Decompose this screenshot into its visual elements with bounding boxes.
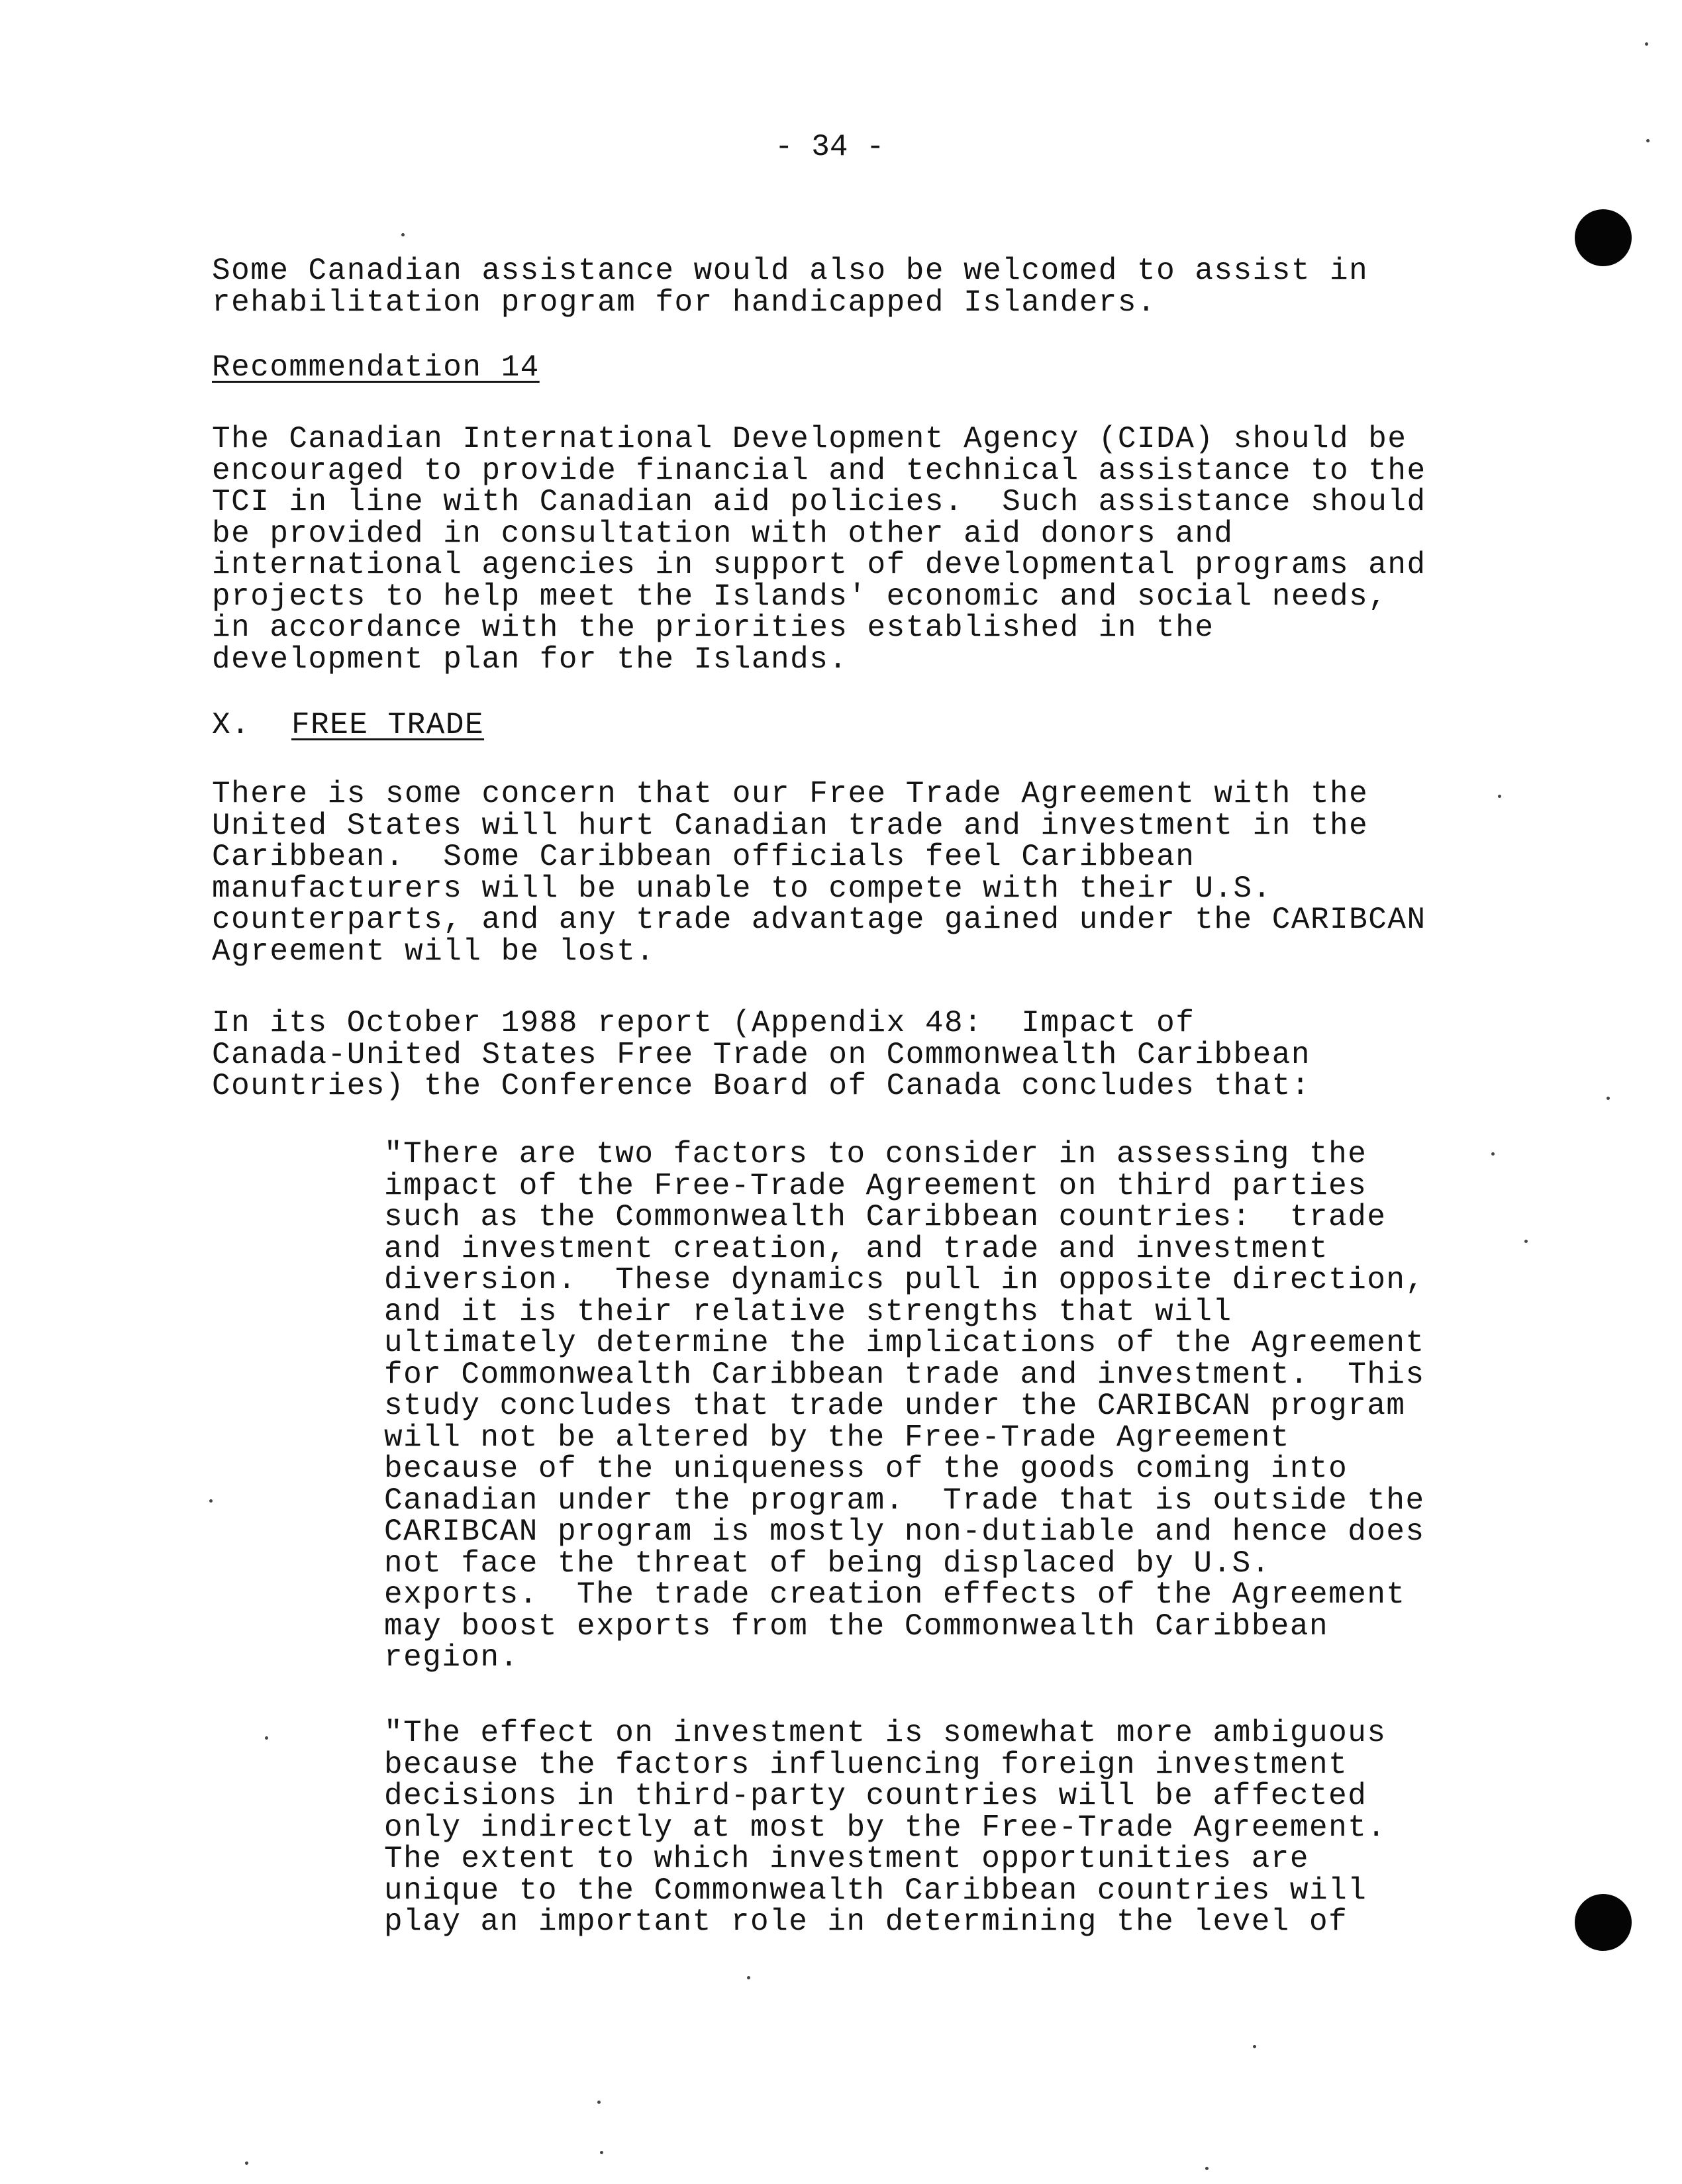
scan-speck xyxy=(265,1736,268,1740)
recommendation-heading: Recommendation 14 xyxy=(212,350,540,385)
scan-speck xyxy=(1607,1097,1610,1100)
text-line: decisions in third-party countries will be affected xyxy=(384,1779,1367,1813)
text-line: region. xyxy=(384,1640,519,1675)
scan-speck xyxy=(1524,1240,1528,1243)
text-line: Countries) the Conference Board of Canada concludes that: xyxy=(212,1069,1311,1103)
paragraph-report xyxy=(212,1008,1444,1103)
paragraph-concern xyxy=(212,779,1444,968)
text-line: ultimately determine the implications of the Agreement xyxy=(384,1326,1425,1360)
text-line: manufacturers will be unable to compete with their U.S. xyxy=(212,871,1272,906)
scan-speck xyxy=(747,1976,750,1979)
text-line: United States will hurt Canadian trade and investment in the xyxy=(212,808,1369,843)
text-line: "The effect on investment is somewhat more ambiguous xyxy=(384,1716,1387,1750)
text-line: Some Canadian assistance would also be welcomed to assist in xyxy=(212,254,1369,288)
text-line: "There are two factors to consider in assessing the xyxy=(384,1137,1367,1171)
paragraph-recommendation xyxy=(212,424,1444,675)
text-line: CARIBCAN program is mostly non-dutiable and hence does xyxy=(384,1514,1425,1549)
text-line: There is some concern that our Free Trade Agreement with the xyxy=(212,777,1369,811)
text-line: diversion. These dynamics pull in opposite direction, xyxy=(384,1263,1425,1297)
text-line: and investment creation, and trade and investment xyxy=(384,1231,1329,1266)
section-title: FREE TRADE xyxy=(291,708,485,742)
scan-speck xyxy=(1645,42,1648,46)
text-line: for Commonwealth Caribbean trade and investment. This xyxy=(384,1357,1425,1392)
punch-hole-top xyxy=(1575,209,1632,266)
text-line: development plan for the Islands. xyxy=(212,642,848,677)
section-number: X. xyxy=(212,708,251,742)
text-line: such as the Commonwealth Caribbean countries: trade xyxy=(384,1200,1387,1234)
text-line: not face the threat of being displaced by U.S. xyxy=(384,1546,1271,1581)
text-line: Canadian under the program. Trade that is outside the xyxy=(384,1483,1425,1518)
text-line: be provided in consultation with other aid donors and xyxy=(212,516,1234,551)
text-line: TCI in line with Canadian aid policies. Such assistance should xyxy=(212,485,1426,519)
scan-speck xyxy=(600,2151,603,2154)
text-line: Canada-United States Free Trade on Commonwealth Caribbean xyxy=(212,1037,1311,1072)
text-line: Agreement will be lost. xyxy=(212,934,656,969)
scan-speck xyxy=(597,2101,601,2104)
text-line: in accordance with the priorities established in the xyxy=(212,611,1214,645)
text-line: In its October 1988 report (Appendix 48: Impact of xyxy=(212,1006,1195,1040)
block-quote-trade xyxy=(384,1139,1444,1674)
text-line: The extent to which investment opportunities are xyxy=(384,1842,1310,1876)
paragraph-assistance xyxy=(212,256,1444,319)
text-line: and it is their relative strengths that will xyxy=(384,1294,1232,1329)
text-line: projects to help meet the Islands' economic and social needs, xyxy=(212,579,1388,614)
text-line: exports. The trade creation effects of the Agreement xyxy=(384,1577,1406,1612)
text-line: impact of the Free-Trade Agreement on third parties xyxy=(384,1168,1367,1203)
page-number: - 34 - xyxy=(775,130,885,164)
scan-speck xyxy=(1491,1152,1495,1156)
scan-speck xyxy=(1646,139,1650,142)
text-line: play an important role in determining the level of xyxy=(384,1905,1348,1939)
text-line: international agencies in support of developmental programs and xyxy=(212,548,1426,582)
text-line: encouraged to provide financial and technical assistance to the xyxy=(212,453,1426,488)
scan-speck xyxy=(245,2161,248,2165)
text-line: may boost exports from the Commonwealth Caribbean xyxy=(384,1609,1329,1644)
scan-speck xyxy=(1498,795,1501,798)
punch-hole-bottom xyxy=(1575,1894,1632,1951)
text-line: counterparts, and any trade advantage gained under the CARIBCAN xyxy=(212,903,1426,937)
scan-speck xyxy=(401,233,405,236)
scan-speck xyxy=(209,1499,213,1503)
scan-speck xyxy=(1253,2045,1256,2048)
text-line: because of the uniqueness of the goods coming into xyxy=(384,1452,1348,1486)
text-line: The Canadian International Development Agency (CIDA) should be xyxy=(212,422,1407,456)
text-line: will not be altered by the Free-Trade Agreement xyxy=(384,1420,1290,1455)
scan-speck xyxy=(1205,2167,1209,2170)
text-line: unique to the Commonwealth Caribbean countries will xyxy=(384,1873,1367,1908)
text-line: only indirectly at most by the Free-Trade Agreement. xyxy=(384,1810,1387,1845)
text-line: study concludes that trade under the CARIBCAN program xyxy=(384,1389,1406,1423)
block-quote-investment xyxy=(384,1718,1444,1938)
text-line: Caribbean. Some Caribbean officials feel Caribbean xyxy=(212,840,1195,874)
text-line: rehabilitation program for handicapped Islanders. xyxy=(212,285,1157,320)
text-line: because the factors influencing foreign investment xyxy=(384,1747,1348,1782)
